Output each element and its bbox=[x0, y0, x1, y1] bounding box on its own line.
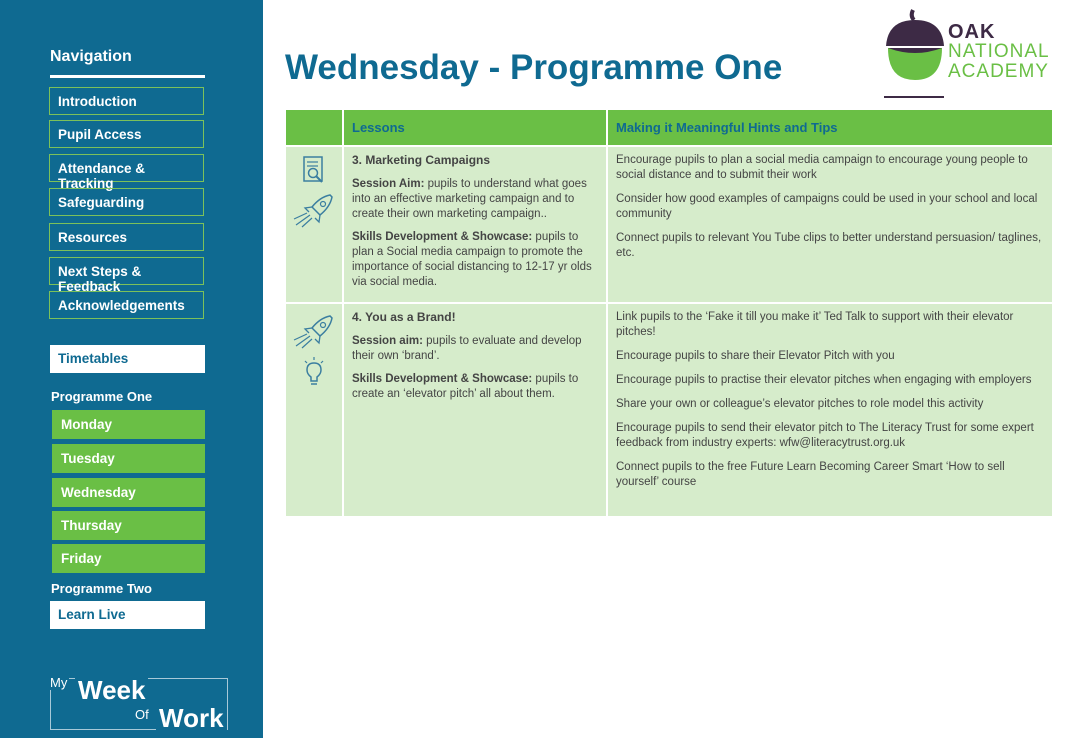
my-week-of-work-logo bbox=[48, 675, 233, 733]
logo-word-work: Work bbox=[156, 703, 227, 734]
tip-item: Encourage pupils to plan a social media campaign to encourage young people to social distance and to submit their work bbox=[616, 154, 1028, 181]
learn-live-button[interactable]: Learn Live bbox=[50, 601, 205, 629]
day-wednesday[interactable]: Wednesday bbox=[52, 478, 205, 507]
nav-attendance-tracking[interactable]: Attendance & Tracking bbox=[49, 154, 204, 182]
day-tuesday[interactable]: Tuesday bbox=[52, 444, 205, 473]
acorn-icon bbox=[880, 8, 950, 103]
lesson-title: 4. You as a Brand! bbox=[352, 310, 456, 324]
lesson-title: 3. Marketing Campaigns bbox=[352, 153, 491, 167]
session-aim-label: Session Aim: bbox=[352, 178, 425, 190]
tip-item: Encourage pupils to practise their elevator pitches when engaging with employers bbox=[616, 374, 1032, 386]
logo-text bbox=[948, 22, 1050, 82]
tip-item: Consider how good examples of campaigns could be used in your school and local community bbox=[616, 193, 1038, 220]
skills-development bbox=[352, 230, 598, 290]
rocket-icon bbox=[290, 312, 338, 350]
skills-development bbox=[352, 372, 598, 402]
session-aim bbox=[352, 334, 598, 364]
lesson-cell bbox=[343, 146, 607, 303]
lesson-icons-cell bbox=[286, 146, 343, 303]
tip-item: Share your own or colleague’s elevator pitches to role model this activity bbox=[616, 398, 984, 410]
header-icon-col bbox=[286, 110, 343, 146]
table-row bbox=[286, 303, 1052, 516]
nav-resources[interactable]: Resources bbox=[49, 223, 204, 251]
tip-item: Link pupils to the ‘Fake it till you make it’ Ted Talk to support with their elevator pitches! bbox=[616, 311, 1014, 338]
oak-national-academy-logo bbox=[880, 8, 1070, 103]
logo-line-oak: OAK bbox=[948, 21, 996, 43]
tip-item: Connect pupils to the free Future Learn Becoming Career Smart ‘How to sell yourself’ course bbox=[616, 461, 1005, 488]
timetables-button[interactable]: Timetables bbox=[50, 345, 205, 373]
nav-divider bbox=[50, 75, 205, 78]
programme-one-label: Programme One bbox=[51, 389, 153, 404]
nav-pupil-access[interactable]: Pupil Access bbox=[49, 120, 204, 148]
document-search-icon bbox=[301, 155, 327, 185]
sidebar bbox=[0, 0, 263, 738]
skills-text: pupils to plan a Social media campaign to promote the importance of social distancing to 12-17 yr olds via social media. bbox=[352, 231, 592, 288]
lesson-table bbox=[286, 110, 1052, 516]
session-aim-text: pupils to evaluate and develop their own ‘brand’. bbox=[352, 335, 582, 362]
session-aim bbox=[352, 177, 598, 222]
session-aim-text: pupils to understand what goes into an effective marketing campaign and to create their own marketing campaign.. bbox=[352, 178, 587, 220]
logo-word-of: Of bbox=[135, 707, 149, 722]
nav-title: Navigation bbox=[50, 48, 132, 65]
day-monday[interactable]: Monday bbox=[52, 410, 205, 439]
tip-item: Connect pupils to relevant You Tube clips to better understand persuasion/ taglines, etc. bbox=[616, 232, 1042, 259]
day-thursday[interactable]: Thursday bbox=[52, 511, 205, 540]
nav-next-steps-feedback[interactable]: Next Steps & Feedback bbox=[49, 257, 204, 285]
logo-word-week: Week bbox=[75, 675, 148, 706]
tip-item: Encourage pupils to send their elevator pitch to The Literacy Trust for some expert feedback from industry experts: wfw@literacytrust.org.uk bbox=[616, 422, 1034, 449]
nav-introduction[interactable]: Introduction bbox=[49, 87, 204, 115]
skills-label: Skills Development & Showcase: bbox=[352, 231, 533, 243]
tips-cell bbox=[607, 303, 1052, 516]
header-tips: Making it Meaningful Hints and Tips bbox=[607, 110, 1052, 146]
logo-line-academy: ACADEMY bbox=[948, 61, 1049, 82]
nav-acknowledgements[interactable]: Acknowledgements bbox=[49, 291, 204, 319]
table-header-row bbox=[286, 110, 1052, 146]
lightbulb-icon bbox=[301, 356, 327, 388]
header-lessons: Lessons bbox=[343, 110, 607, 146]
table-row bbox=[286, 146, 1052, 303]
lesson-icons-cell bbox=[286, 303, 343, 516]
skills-text: pupils to create an ‘elevator pitch’ all about them. bbox=[352, 373, 579, 400]
logo-word-my: My bbox=[50, 675, 68, 690]
logo-line-national: NATIONAL bbox=[948, 41, 1050, 62]
tip-item: Encourage pupils to share their Elevator Pitch with you bbox=[616, 350, 895, 362]
skills-label: Skills Development & Showcase: bbox=[352, 373, 533, 385]
day-friday[interactable]: Friday bbox=[52, 544, 205, 573]
tips-cell bbox=[607, 146, 1052, 303]
rocket-icon bbox=[290, 191, 338, 229]
lesson-cell bbox=[343, 303, 607, 516]
page-title: Wednesday - Programme One bbox=[285, 48, 783, 87]
session-aim-label: Session aim: bbox=[352, 335, 423, 347]
nav-safeguarding[interactable]: Safeguarding bbox=[49, 188, 204, 216]
programme-two-label: Programme Two bbox=[51, 581, 152, 596]
